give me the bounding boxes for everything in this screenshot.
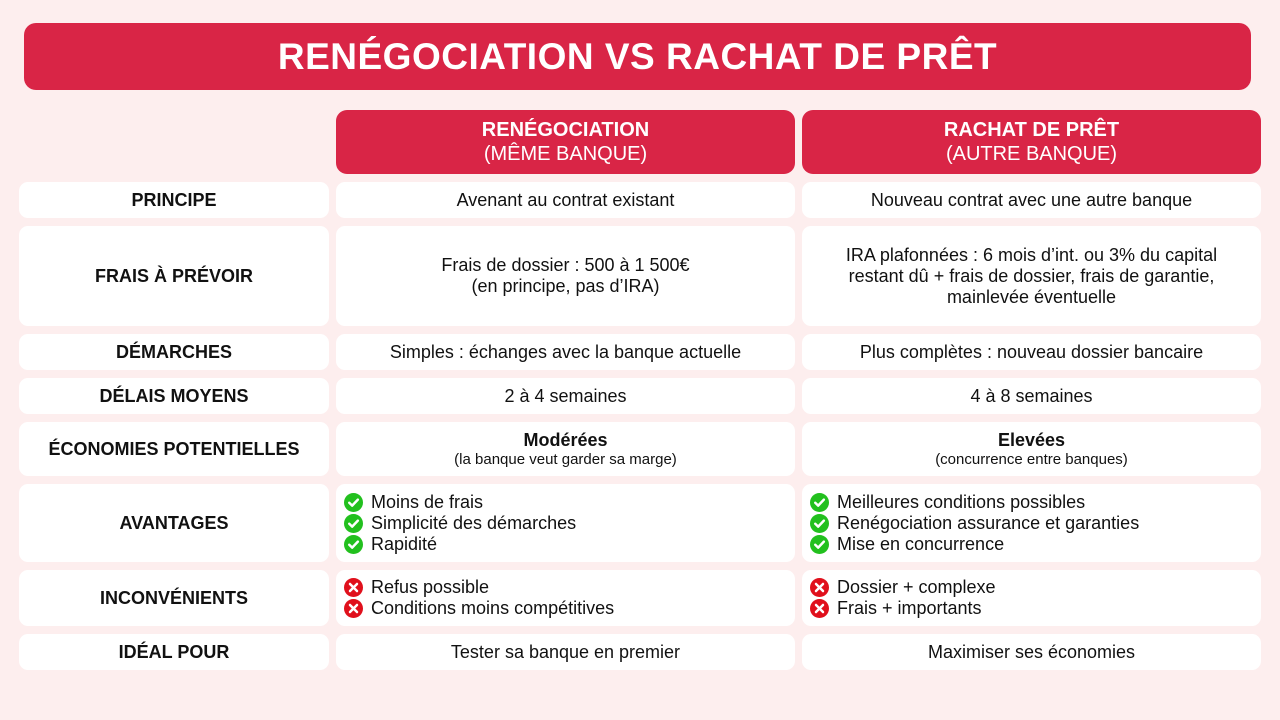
cell-demarches-renegociation: Simples : échanges avec la banque actuelle <box>336 334 795 370</box>
list-item-text: Moins de frais <box>371 491 484 512</box>
text-line: mainlevée éventuelle <box>946 286 1117 307</box>
cell-avantages-renegociation <box>336 484 795 562</box>
list-item <box>344 577 489 598</box>
list-item-text: Simplicité des démarches <box>371 512 577 533</box>
row-label-avantages: AVANTAGES <box>19 484 329 562</box>
cell-ideal-rachat: Maximiser ses économies <box>802 634 1261 670</box>
economies-level: Elevées <box>997 429 1066 450</box>
text-line: Frais de dossier : 500 à 1 500€ <box>441 255 690 275</box>
cell-avantages-rachat <box>802 484 1261 562</box>
cell-delais-renegociation: 2 à 4 semaines <box>336 378 795 414</box>
list-item-text: Refus possible <box>371 577 490 597</box>
row-label-demarches: DÉMARCHES <box>19 334 329 370</box>
check-circle-icon <box>344 493 363 512</box>
list-item <box>810 513 1139 534</box>
header-empty-cell <box>19 110 329 174</box>
cross-circle-icon <box>810 599 829 618</box>
text-line: IRA plafonnées : 6 mois d’int. ou 3% du capital <box>845 244 1218 265</box>
cell-inconvenients-rachat <box>802 570 1261 626</box>
list-item-text: Conditions moins compétitives <box>371 598 615 618</box>
cross-circle-icon <box>344 578 363 597</box>
column-header-renegociation <box>336 110 795 174</box>
row-label-delais: DÉLAIS MOYENS <box>19 378 329 414</box>
cell-principe-rachat: Nouveau contrat avec une autre banque <box>802 182 1261 218</box>
text-line: (en principe, pas d’IRA) <box>471 276 660 296</box>
row-label-principe: PRINCIPE <box>19 182 329 218</box>
list-item <box>344 492 483 513</box>
column-title: RENÉGOCIATION <box>481 119 650 141</box>
text-line: restant dû + frais de dossier, frais de garantie, <box>848 265 1215 286</box>
comparison-table <box>19 110 1261 670</box>
cell-inconvenients-renegociation <box>336 570 795 626</box>
check-circle-icon <box>344 514 363 533</box>
list-item-text: Meilleures conditions possibles <box>837 491 1086 512</box>
check-circle-icon <box>344 535 363 554</box>
list-item <box>810 577 996 598</box>
economies-note: (concurrence entre banques) <box>935 450 1128 468</box>
cell-frais-rachat <box>802 226 1261 326</box>
cell-delais-rachat: 4 à 8 semaines <box>802 378 1261 414</box>
cell-ideal-renegociation: Tester sa banque en premier <box>336 634 795 670</box>
page-title: RENÉGOCIATION VS RACHAT DE PRÊT <box>24 23 1251 90</box>
economies-level: Modérées <box>523 429 608 450</box>
check-circle-icon <box>810 514 829 533</box>
list-item <box>810 534 1004 555</box>
cell-demarches-rachat: Plus complètes : nouveau dossier bancaire <box>802 334 1261 370</box>
cell-principe-renegociation: Avenant au contrat existant <box>336 182 795 218</box>
cross-circle-icon <box>810 578 829 597</box>
list-item-text: Renégociation assurance et garanties <box>837 512 1140 533</box>
column-title: RACHAT DE PRÊT <box>943 119 1120 141</box>
list-item-text: Dossier + complexe <box>837 577 996 597</box>
check-circle-icon <box>810 535 829 554</box>
row-label-ideal: IDÉAL POUR <box>19 634 329 670</box>
list-item <box>810 492 1085 513</box>
cell-economies-rachat <box>802 422 1261 476</box>
row-label-inconvenients: INCONVÉNIENTS <box>19 570 329 626</box>
cross-circle-icon <box>344 599 363 618</box>
cell-frais-renegociation <box>336 226 795 326</box>
row-label-economies: ÉCONOMIES POTENTIELLES <box>19 422 329 476</box>
column-header-rachat <box>802 110 1261 174</box>
column-subtitle: (AUTRE BANQUE) <box>945 143 1118 165</box>
column-subtitle: (MÊME BANQUE) <box>483 143 648 165</box>
row-label-frais: FRAIS À PRÉVOIR <box>19 226 329 326</box>
list-item-text: Frais + importants <box>837 598 982 618</box>
list-item <box>344 598 614 619</box>
list-item-text: Mise en concurrence <box>837 533 1005 554</box>
check-circle-icon <box>810 493 829 512</box>
list-item-text: Rapidité <box>371 533 438 554</box>
economies-note: (la banque veut garder sa marge) <box>454 450 677 468</box>
list-item <box>344 513 576 534</box>
list-item <box>810 598 982 619</box>
list-item <box>344 534 437 555</box>
cell-economies-renegociation <box>336 422 795 476</box>
